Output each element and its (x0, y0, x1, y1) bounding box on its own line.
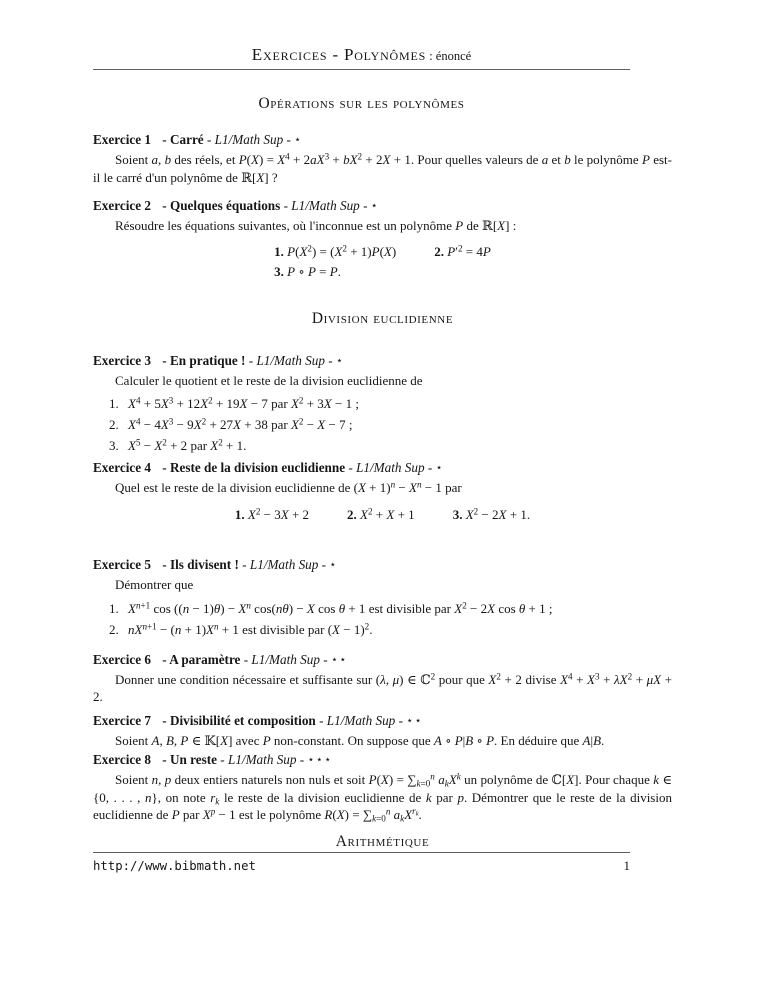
exercise-heading (93, 132, 672, 148)
separator: - (424, 460, 436, 475)
exercise-level: L1/Math Sup (227, 752, 297, 767)
page-number: 1 (623, 858, 630, 873)
paragraph: Calculer le quotient et le reste de la division euclidienne de (115, 372, 423, 388)
exercise-level: L1/Math Sup (251, 651, 320, 667)
exercise-title: - Ils divisent ! (158, 557, 239, 572)
equation-row (274, 262, 491, 283)
exercise-heading (93, 713, 672, 729)
equation-cluster-inner (274, 242, 491, 283)
numbered-list (93, 598, 672, 640)
exercise-heading (93, 652, 672, 668)
equation-item: 1. $X^2 - 3X + 2$ (234, 505, 310, 522)
paragraph: Donner une condition nécessaire et suffisante sur (λ, μ) ∈ ℂ$^2$ pour que $X^2 + 2$ divise $X^4 + X^3 + \lambda X^2 + \mu X + 2$. (93, 670, 672, 704)
exercise-number: Exercice 7 (93, 712, 151, 728)
list-item: 2. $nX^{n+1} - (n + 1)X^n + 1$ est divisible par $(X - 1)^2$. (93, 619, 672, 640)
separator: - (203, 132, 215, 147)
document-body (93, 86, 672, 824)
list-item: 2. $X^4 - 4X^3 - 9X^2 + 27X + 38$ par $X^2 - X - 7$ ; (93, 414, 672, 435)
exercise-title: - Un reste (158, 752, 217, 767)
exercise-heading (93, 198, 672, 214)
exercise-heading (93, 752, 672, 768)
difficulty-stars: ⋆ (370, 200, 380, 212)
equation-item: 2. $X^2 + X + 1$ (347, 505, 415, 522)
exercise-level: L1/Math Sup (326, 712, 396, 728)
separator: - (359, 198, 371, 213)
exercise-number: Exercice 5 (93, 557, 151, 572)
exercise-title: - Carré (158, 132, 204, 147)
header-rule (93, 69, 630, 70)
equation-row (274, 242, 491, 263)
exercise-number: Exercice 6 (93, 651, 151, 667)
numbered-list (93, 393, 672, 456)
section-heading-arithmetique: Arithmétique (335, 833, 430, 850)
list-item: 1. $X^{n+1}$ $\cos ((n - 1)\theta) - X^n$ cos(nθ) − X cos θ + 1 est divisible par $X^2 - 2X$ cos θ + 1 ; (93, 598, 672, 619)
difficulty-stars: ⋆ (435, 462, 444, 474)
list-item: 1. $X^4 + 5X^3 + 12X^2 + 19X - 7$ par $X^2 + 3X - 1$ ; (93, 393, 672, 414)
separator: - (238, 557, 250, 572)
difficulty-stars: ⋆ (335, 354, 345, 367)
difficulty-stars: ⋆ (329, 559, 338, 571)
item-number: 2. (109, 621, 119, 637)
exercise-level: L1/Math Sup (256, 352, 325, 368)
separator: - (318, 557, 330, 572)
item-number: 3. (274, 264, 284, 279)
exercise-title: - Reste de la division euclidienne (158, 460, 346, 475)
separator: - (296, 752, 308, 767)
separator: - (240, 651, 252, 667)
equation-item: 1. $P(X^2) = (X^2 + 1)P(X)$ (274, 242, 397, 259)
separator: - (315, 712, 327, 728)
separator: - (319, 651, 331, 667)
paragraph: Soient A, B, P ∈ 𝕂[X] avec P non-constant. On suppose que A ∘ P|B ∘ P. En déduire que A|B. (115, 732, 605, 748)
document-title: Exercices - Polynômes (251, 45, 427, 64)
item-number: 1. (109, 600, 119, 616)
paragraph: Démontrer que (115, 577, 194, 592)
section-heading: Opérations sur les polynômes (258, 95, 465, 112)
item-number: 2. (347, 506, 357, 522)
difficulty-stars: ⋆⋆⋆ (307, 754, 333, 766)
item-number: 3. (452, 506, 463, 522)
exercise-title: - A paramètre (158, 651, 241, 667)
equation-cluster (93, 242, 672, 283)
separator: - (245, 352, 257, 368)
exercise-heading (93, 353, 672, 369)
paragraph: Quel est le reste de la division euclidienne de $(X + 1)^n - X^n - 1$ par (115, 479, 462, 495)
document-header (93, 45, 630, 65)
document-subtitle: : énoncé (426, 49, 472, 63)
footer-url[interactable]: http://www.bibmath.net (93, 859, 256, 873)
footer (93, 858, 630, 874)
item-number: 1. (274, 243, 284, 259)
paragraph: Résoudre les équations suivantes, où l'inconnue est un polynôme P de ℝ[X] : (115, 218, 517, 233)
exercise-number: Exercice 1 (93, 132, 151, 147)
footer-rule (93, 852, 630, 853)
exercise-title: - Divisibilité et composition (158, 712, 316, 728)
separator: - (283, 132, 295, 147)
item-number: 2. (434, 243, 444, 259)
separator: - (280, 198, 292, 213)
exercise-title: - Quelques équations (158, 198, 281, 213)
list-item: 3. $X^5 - X^2 + 2$ par $X^2 + 1$. (93, 435, 672, 456)
exercise-number: Exercice 3 (93, 352, 151, 368)
equation-item: 3. P ∘ P = P. (274, 264, 341, 279)
difficulty-stars: ⋆ (294, 134, 303, 146)
equation-cluster-inner (235, 505, 530, 526)
difficulty-stars: ⋆⋆ (406, 714, 424, 727)
equation-row (235, 505, 530, 526)
item-number: 3. (109, 438, 119, 453)
section-heading: Division euclidienne (311, 309, 454, 327)
paragraph: Soient n, p deux entiers naturels non nuls et soit $P(X) = \sum_{k=0}^n$ $a_kX^k$ un polynôme de ℂ[X]. Pour chaque k ∈ {0, . . . , n}, on note $r_k$ le reste de la division euclidienne de k par p. Démontrer que le reste de la division euclidienne de P par $X^p - 1$ est le polynôme $R(X) = \sum_{k=0}^n$ $a_kX^{r_k}$. (93, 771, 672, 824)
separator: - (324, 352, 336, 368)
exercise-level: L1/Math Sup (291, 198, 360, 213)
exercise-level: L1/Math Sup (214, 132, 284, 147)
item-number: 2. (109, 417, 119, 432)
exercise-heading (93, 460, 672, 476)
separator: - (345, 460, 357, 475)
exercise-number: Exercice 4 (93, 460, 151, 475)
exercise-level: L1/Math Sup (249, 557, 319, 572)
exercise-number: Exercice 2 (93, 198, 151, 213)
equation-item: 2. $P'^2 = 4P$ (434, 242, 491, 259)
equation-cluster (93, 505, 672, 526)
item-number: 1. (234, 506, 245, 522)
paragraph: Soient a, b des réels, et $P(X) = X^4 + 2aX^3 + bX^2 + 2X + 1$. Pour quelles valeurs de a et b le polynôme P est-il le carré d'un polynôme de ℝ[X] ? (93, 151, 672, 185)
exercise-title: - En pratique ! (158, 352, 246, 368)
exercise-heading (93, 557, 672, 573)
equation-item: 3. $X^2 - 2X + 1$. (452, 505, 531, 522)
exercise-level: L1/Math Sup (356, 460, 425, 475)
difficulty-stars: ⋆⋆ (330, 653, 348, 666)
separator: - (395, 712, 407, 728)
separator: - (216, 752, 228, 767)
item-number: 1. (109, 396, 119, 411)
exercise-number: Exercice 8 (93, 752, 151, 767)
